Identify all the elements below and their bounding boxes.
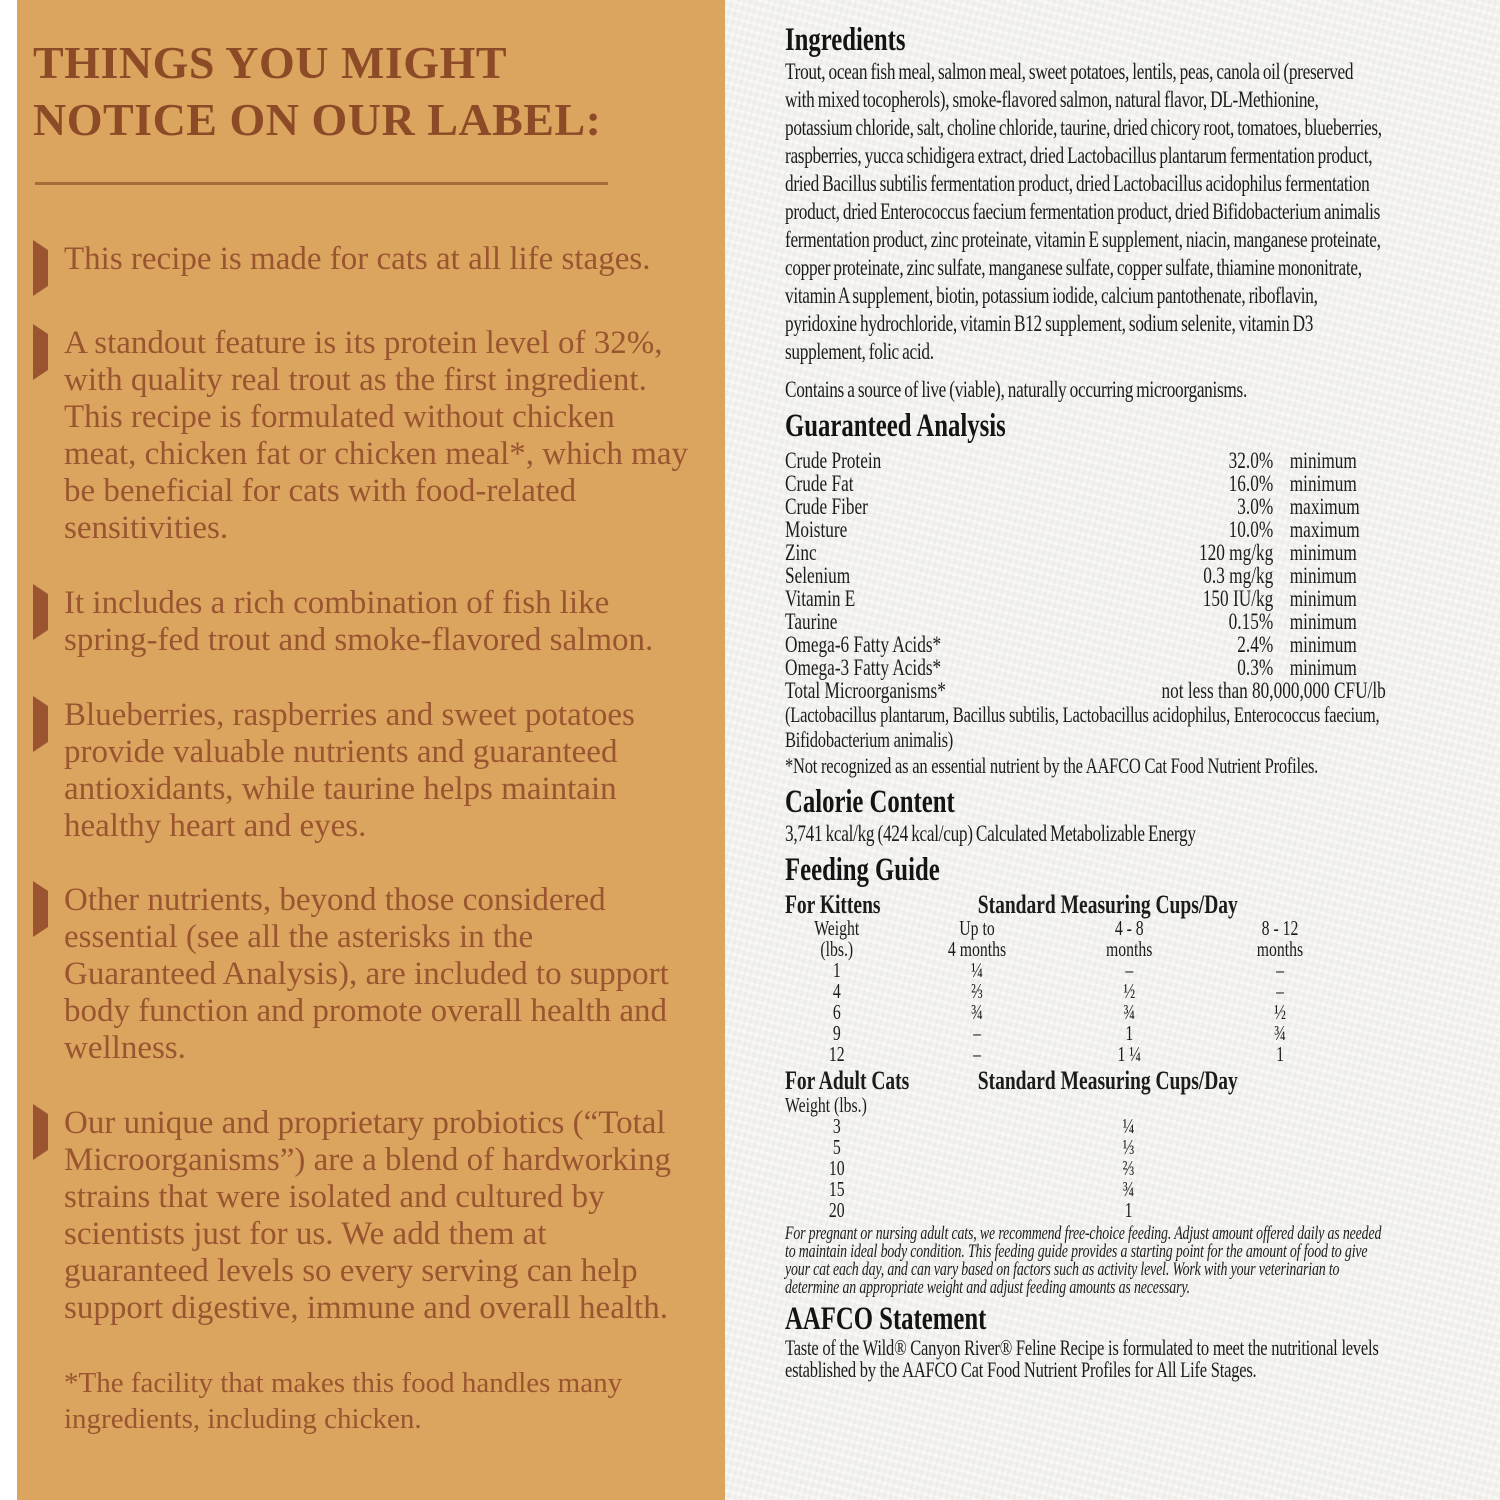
feeding-guide-heading: Feeding Guide <box>785 852 940 889</box>
table-cell: ½ <box>1274 999 1286 1024</box>
table-cell: ¾ <box>1123 999 1136 1024</box>
for-kittens-label: For Kittens <box>785 889 881 919</box>
bullet-item <box>33 697 691 845</box>
table-cell: 12 <box>828 1041 845 1066</box>
table-cell: 1 <box>832 957 841 982</box>
ga-value: 120 mg/kg <box>1198 539 1274 565</box>
ga-qualifier: minimum <box>1289 539 1357 565</box>
ga-row <box>785 587 1386 610</box>
table-cell: – <box>1125 957 1134 982</box>
adults-table <box>785 1113 1386 1222</box>
table-cell: – <box>1276 957 1284 982</box>
ga-value: 32.0% <box>1228 447 1274 473</box>
page-title: THINGS YOU MIGHT NOTICE ON OUR LABEL: <box>33 37 602 146</box>
ga-row <box>785 472 1386 495</box>
table-cell: 20 <box>828 1197 845 1222</box>
bullet-arrow-icon <box>33 1105 64 1327</box>
col-header: 4 - 8 <box>1114 915 1144 940</box>
bullet-text: It includes a rich combination of fish like spring-fed trout and smoke-flavored salmon. <box>64 584 654 658</box>
col-header: Weight <box>814 915 860 940</box>
ga-total-row <box>785 679 1386 702</box>
bullet-item <box>33 882 691 1067</box>
table-cell: ¾ <box>1274 1020 1286 1045</box>
micro-species-list: (Lactobacillus plantarum, Bacillus subtilis, Lactobacillus acidophilus, Enterococcus faecium, Bifidobacterium animalis) <box>785 701 1380 753</box>
bullet-text: This recipe is made for cats at all life stages. <box>64 241 651 278</box>
facility-footnote: *The facility that makes this food handles many ingredients, including chicken. <box>64 1366 623 1436</box>
feeding-guide-fine-print: For pregnant or nursing adult cats, we recommend free-choice feeding. Adjust amount offered daily as needed to maintain ideal body condition. This feeding guide provides a starting point for the amount of food to give your cat each day, and can vary based on factors such as activity level. Work with your veterinarian to determine an appropriate weight and adjust feeding amounts as necessary. <box>785 1223 1382 1298</box>
ga-value: 2.4% <box>1237 631 1274 657</box>
col-header: months <box>1256 936 1304 961</box>
table-cell: – <box>1276 978 1284 1003</box>
ga-row <box>785 495 1386 518</box>
bullet-list <box>33 241 691 1327</box>
table-cell: 1 <box>1276 1041 1284 1066</box>
ga-label: Omega-6 Fatty Acids* <box>785 631 942 657</box>
ga-value: 0.3% <box>1237 654 1274 680</box>
ga-value: 16.0% <box>1228 470 1274 496</box>
table-cell: ¼ <box>1122 1113 1135 1138</box>
table-cell: 6 <box>832 999 841 1024</box>
aafco-statement-text: Taste of the Wild® Canyon River® Feline Recipe is formulated to meet the nutritional levels established by the AAFCO Cat Food Nutrient Profiles for All Life Stages. <box>785 1334 1379 1382</box>
table-cell: 1 ¼ <box>1117 1041 1142 1066</box>
table-cell: 9 <box>832 1020 841 1045</box>
ga-qualifier: minimum <box>1289 447 1357 473</box>
ga-label: Zinc <box>785 539 817 565</box>
ga-row <box>785 449 1386 472</box>
table-cell: ⅔ <box>1122 1155 1135 1180</box>
ga-row <box>785 564 1386 587</box>
guaranteed-analysis-heading: Guaranteed Analysis <box>785 408 1006 445</box>
ga-value: not less than 80,000,000 CFU/lb <box>1161 677 1386 703</box>
kittens-title-row <box>785 889 1386 919</box>
ga-label: Vitamin E <box>785 585 856 611</box>
bullet-text: Blueberries, raspberries and sweet potatoes provide valuable nutrients and guaranteed antioxidants, while taurine helps maintain healthy heart and eyes. <box>64 696 635 844</box>
bullet-text: Other nutrients, beyond those considered essential (see all the asterisks in the Guaranteed Analysis), are included to support body function and promote overall health and wellness. <box>64 882 669 1067</box>
ga-value: 150 IU/kg <box>1202 585 1274 611</box>
ga-label: Crude Protein <box>785 447 882 473</box>
ga-qualifier: maximum <box>1289 516 1360 542</box>
bullet-text: Our unique and proprietary probiotics (“Total Microorganisms”) are a blend of hardworking strains that were isolated and cultured by scientists just for us. We add them at guaranteed levels so every serving can help support digestive, immune and overall health. <box>64 1105 671 1326</box>
col-header: Up to <box>959 915 995 940</box>
ga-label: Omega-3 Fatty Acids* <box>785 654 942 680</box>
ga-label: Taurine <box>785 608 838 634</box>
table-cell: 1 <box>1125 1020 1134 1045</box>
kittens-cups-label: Standard Measuring Cups/Day <box>977 889 1238 919</box>
bullet-arrow-icon <box>33 882 64 1067</box>
ga-label: Crude Fiber <box>785 493 868 519</box>
table-cell: 15 <box>828 1176 845 1201</box>
bullet-arrow-icon <box>33 585 64 659</box>
live-microorganisms-note: Contains a source of live (viable), naturally occurring microorganisms. <box>785 377 1247 403</box>
ga-qualifier: minimum <box>1289 631 1357 657</box>
bullet-item <box>33 325 691 547</box>
left-marketing-panel <box>17 0 725 1500</box>
ingredients-heading: Ingredients <box>785 22 906 58</box>
table-cell: 4 <box>832 978 841 1003</box>
table-cell: ¾ <box>971 999 983 1024</box>
ga-qualifier: maximum <box>1289 493 1360 519</box>
ga-row <box>785 656 1386 679</box>
ga-footnote: *Not recognized as an essential nutrient by the AAFCO Cat Food Nutrient Profiles. <box>785 752 1319 778</box>
aafco-heading: AAFCO Statement <box>785 1300 987 1337</box>
ga-row <box>785 610 1386 633</box>
ga-label: Selenium <box>785 562 851 588</box>
table-cell: – <box>973 1041 981 1066</box>
bullet-arrow-icon <box>33 325 64 547</box>
ga-label: Crude Fat <box>785 470 854 496</box>
ga-row <box>785 541 1386 564</box>
ga-qualifier: minimum <box>1289 562 1357 588</box>
ga-qualifier: minimum <box>1289 608 1357 634</box>
ga-value: 3.0% <box>1237 493 1274 519</box>
table-cell: ⅔ <box>971 978 983 1003</box>
nutrition-info-panel <box>725 0 1500 1500</box>
adults-title-row <box>785 1065 1386 1095</box>
col-header: 8 - 12 <box>1261 915 1299 940</box>
guaranteed-analysis-table <box>785 449 1386 702</box>
table-cell: 1 <box>1124 1197 1133 1222</box>
table-cell: 3 <box>832 1113 841 1138</box>
bullet-item <box>33 585 691 659</box>
title-divider <box>35 182 608 185</box>
table-cell: ⅓ <box>1122 1134 1135 1159</box>
table-cell: – <box>973 1020 981 1045</box>
col-header: (lbs.) <box>820 936 854 961</box>
ingredients-text: Trout, ocean fish meal, salmon meal, sweet potatoes, lentils, peas, canola oil (preserved with mixed tocopherols), smoke-flavored salmon, natural flavor, DL-Methionine, potassium chloride, salt, choline chloride, taurine, dried chicory root, tomatoes, blueberries, raspberries, yucca schidigera extract, dried Lactobacillus plantarum fermentation product, dried Bacillus subtilis fermentation product, dried Lactobacillus acidophilus fermentation product, dried Enterococcus faecium fermentation product, dried Bifidobacterium animalis fermentation product, zinc proteinate, vitamin E supplement, niacin, manganese proteinate, copper proteinate, zinc sulfate, manganese sulfate, copper sulfate, thiamine mononitrate, vitamin A supplement, biotin, potassium iodide, calcium pantothenate, riboflavin, pyridoxine hydrochloride, vitamin B12 supplement, sodium selenite, vitamin D3 supplement, folic acid. <box>785 59 1382 365</box>
bullet-text: A standout feature is its protein level of 32%, with quality real trout as the first ingredient. This recipe is formulated without chicken meat, chicken fat or chicken meal*, which may be beneficial for cats with food-related sensitivities. <box>64 325 688 546</box>
calorie-content-heading: Calorie Content <box>785 784 955 821</box>
table-cell: ¾ <box>1122 1176 1135 1201</box>
adult-weight-label: Weight (lbs.) <box>785 1092 867 1117</box>
ga-value: 0.15% <box>1228 608 1274 634</box>
col-header: 4 months <box>947 936 1007 961</box>
ga-qualifier: minimum <box>1289 585 1357 611</box>
ga-label: Total Microorganisms* <box>785 677 946 703</box>
adults-cups-label: Standard Measuring Cups/Day <box>977 1065 1238 1095</box>
bullet-arrow-icon <box>33 697 64 845</box>
table-cell: ¼ <box>971 957 983 982</box>
ga-qualifier: minimum <box>1289 654 1357 680</box>
ga-value: 0.3 mg/kg <box>1203 562 1274 588</box>
table-cell: 10 <box>828 1155 845 1180</box>
for-adult-cats-label: For Adult Cats <box>785 1065 910 1095</box>
bullet-item <box>33 1105 691 1327</box>
table-cell: ½ <box>1123 978 1136 1003</box>
bullet-arrow-icon <box>33 241 64 287</box>
ga-value: 10.0% <box>1228 516 1274 542</box>
table-cell: 5 <box>832 1134 841 1159</box>
ga-row <box>785 518 1386 541</box>
ga-qualifier: minimum <box>1289 470 1357 496</box>
ga-label: Moisture <box>785 516 848 542</box>
ga-row <box>785 633 1386 656</box>
col-header: months <box>1106 936 1153 961</box>
calorie-content-text: 3,741 kcal/kg (424 kcal/cup) Calculated Metabolizable Energy <box>785 821 1196 847</box>
kittens-table <box>785 915 1386 1066</box>
bullet-item <box>33 241 691 287</box>
